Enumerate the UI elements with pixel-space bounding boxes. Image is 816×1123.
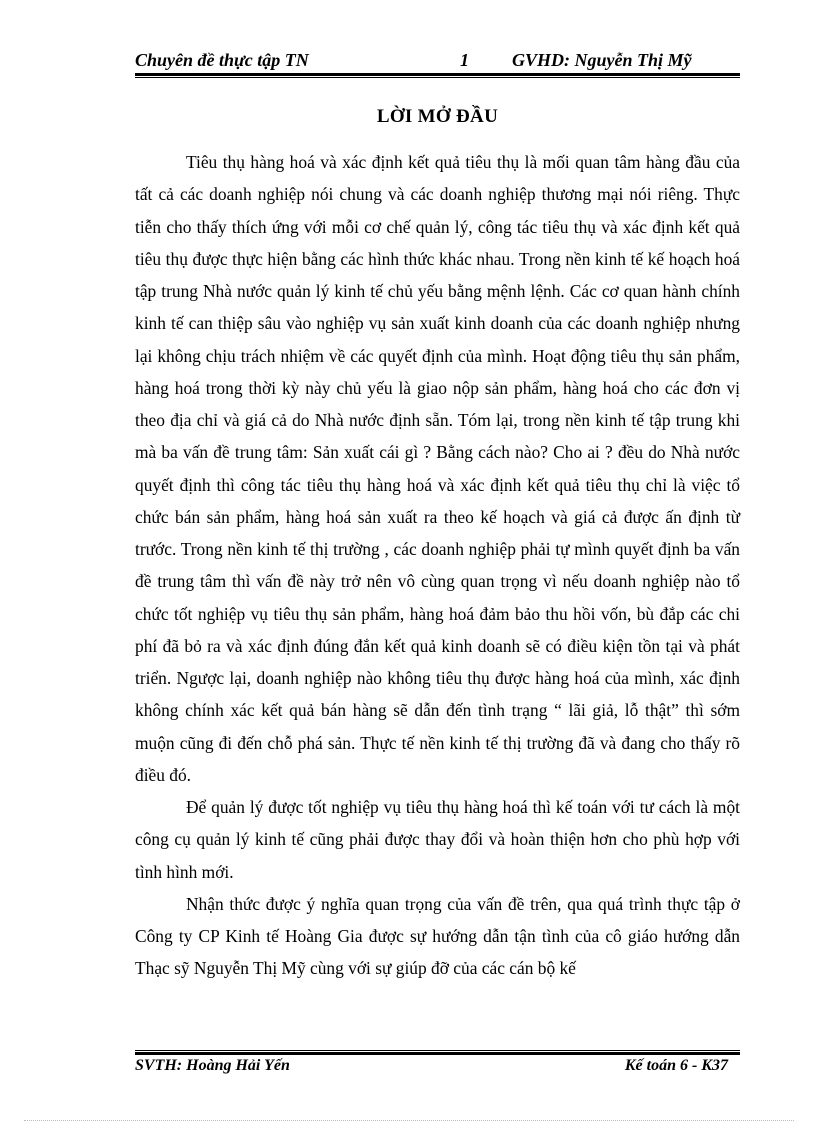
header-course-title: Chuyên đề thực tập TN bbox=[135, 50, 309, 70]
page-number: 1 bbox=[460, 50, 469, 70]
page-header bbox=[135, 48, 740, 72]
paragraph: Tiêu thụ hàng hoá và xác định kết quả tiêu thụ là mối quan tâm hàng đầu của tất cả các doanh nghiệp nói chung và các doanh nghiệp thương mại nói riêng. Thực tiễn cho thấy thích ứng với mỗi cơ chế quản lý, công tác tiêu thụ và xác định kết quả tiêu thụ được thực hiện bằng các hình thức khác nhau. Trong nền kinh tế kế hoạch hoá tập trung Nhà nước quản lý kinh tế chủ yếu bằng mệnh lệnh. Các cơ quan hành chính kinh tế can thiệp sâu vào nghiệp vụ sản xuất kinh doanh của các doanh nghiệp nhưng lại không chịu trách nhiệm về các quyết định của mình. Hoạt động tiêu thụ sản phẩm, hàng hoá trong thời kỳ này chủ yếu là giao nộp sản phẩm, hàng hoá cho các đơn vị theo địa chỉ và giá cả do Nhà nước định sẵn. Tóm lại, trong nền kinh tế tập trung khi mà ba vấn đề trung tâm: Sản xuất cái gì ? Bằng cách nào? Cho ai ? đều do Nhà nước quyết định thì công tác tiêu thụ hàng hoá và xác định kết quả tiêu thụ chỉ là việc tổ chức bán sản phẩm, hàng hoá sản xuất ra theo kế hoạch và giá cả được ấn định từ trước. Trong nền kinh tế thị trường , các doanh nghiệp phải tự mình quyết định ba vấn đề trung tâm thì vấn đề này trở nên vô cùng quan trọng vì nếu doanh nghiệp nào tổ chức tốt nghiệp vụ tiêu thụ sản phẩm, hàng hoá đảm bảo thu hồi vốn, bù đắp các chi phí đã bỏ ra và xác định đúng đắn kết quả kinh doanh sẽ có điều kiện tồn tại và phát triển. Ngược lại, doanh nghiệp nào không tiêu thụ được hàng hoá của mình, xác định không chính xác kết quả bán hàng sẽ dẫn đến tình trạng “ lãi giả, lỗ thật” thì sớm muộn cũng đi đến chỗ phá sản. Thực tế nền kinh tế thị trường đã và đang cho thấy rõ điều đó. bbox=[135, 152, 740, 785]
page-footer bbox=[135, 1057, 740, 1079]
footer-divider bbox=[135, 1050, 740, 1055]
header-supervisor: GVHD: Nguyễn Thị Mỹ bbox=[512, 50, 692, 70]
document-title: LỜI MỞ ĐẦU bbox=[376, 106, 499, 127]
paragraph: Nhận thức được ý nghĩa quan trọng của vấn đề trên, qua quá trình thực tập ở Công ty CP Kinh tế Hoàng Gia được sự hướng dẫn tận tình của cô giáo hướng dẫn Thạc sỹ Nguyễn Thị Mỹ cùng với sự giúp đỡ của các cán bộ kế bbox=[135, 893, 740, 979]
footer-class: Kế toán 6 - K37 bbox=[624, 1057, 728, 1074]
page-bottom-border bbox=[24, 1120, 794, 1121]
body-text bbox=[135, 146, 740, 985]
paragraph: Để quản lý được tốt nghiệp vụ tiêu thụ hàng hoá thì kế toán với tư cách là một công cụ quản lý kinh tế cũng phải được thay đổi và hoàn thiện hơn cho phù hợp với tình hình mới. bbox=[135, 797, 740, 882]
header-divider bbox=[135, 73, 740, 78]
footer-student: SVTH: Hoàng Hải Yến bbox=[135, 1057, 290, 1074]
